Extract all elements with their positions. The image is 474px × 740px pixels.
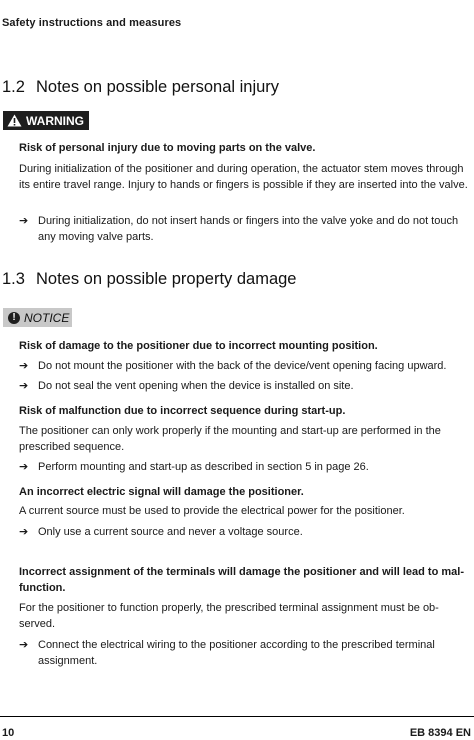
footer-divider (0, 716, 474, 717)
notice-body: A current source must be used to provide the electrical power for the positioner. (19, 505, 405, 517)
notice-heading: Risk of malfunction due to incorrect sequence during start-up. (19, 405, 346, 417)
arrow-icon: ➔ (19, 461, 29, 473)
running-header: Safety instructions and measures (2, 17, 182, 29)
warning-heading: Risk of personal injury due to moving parts on the valve. (19, 142, 316, 154)
page-number: 10 (2, 727, 15, 739)
arrow-icon: ➔ (19, 380, 29, 392)
notice-label: NOTICE (24, 310, 70, 325)
section-title: Notes on possible personal injury (36, 78, 280, 96)
section-heading-1-3 (2, 270, 297, 289)
section-number: 1.3 (2, 270, 25, 288)
notice-heading: Incorrect assignment of the terminals will damage the positioner and will lead to mal-function. (19, 566, 464, 594)
list-item: ➔ Perform mounting and start-up as described in section 5 in page 26. (19, 461, 369, 473)
list-item: ➔ Only use a current source and never a voltage source. (19, 526, 303, 538)
notice-body: The positioner can only work properly if the mounting and start-up are performed in the prescribed sequence. (19, 425, 441, 453)
section-title: Notes on possible property damage (36, 270, 297, 288)
warning-badge (3, 111, 89, 130)
list-item: ➔ During initialization, do not insert hands or fingers into the valve yoke and do not touch any moving valve parts. (19, 215, 459, 243)
notice-heading: Risk of damage to the positioner due to incorrect mounting position. (19, 340, 378, 352)
arrow-icon: ➔ (19, 639, 29, 651)
list-item: ➔ Connect the electrical wiring to the positioner according to the prescribed terminal assignment. (19, 639, 435, 667)
arrow-icon: ➔ (19, 360, 29, 372)
arrow-icon: ➔ (19, 215, 29, 227)
list-item: ➔ Do not mount the positioner with the back of the device/vent opening facing upward. (19, 360, 447, 372)
notice-heading: An incorrect electric signal will damage the positioner. (19, 486, 304, 498)
arrow-icon: ➔ (19, 526, 29, 538)
notice-badge (3, 308, 72, 327)
document-id: EB 8394 EN (409, 727, 471, 739)
notice-body: For the positioner to function properly, the prescribed terminal assignment must be ob-served. (19, 602, 439, 630)
warning-label: WARNING (26, 113, 84, 128)
section-heading-1-2 (2, 78, 279, 97)
warning-triangle-icon (7, 114, 22, 127)
list-item: ➔ Do not seal the vent opening when the device is installed on site. (19, 380, 354, 392)
exclamation-icon: ! (8, 312, 20, 324)
warning-body: During initialization of the positioner and during operation, the actuator stem moves through its entire travel range. Injury to hands or fingers is possible if they are inserted into the valve. (19, 163, 468, 191)
section-number: 1.2 (2, 78, 25, 96)
